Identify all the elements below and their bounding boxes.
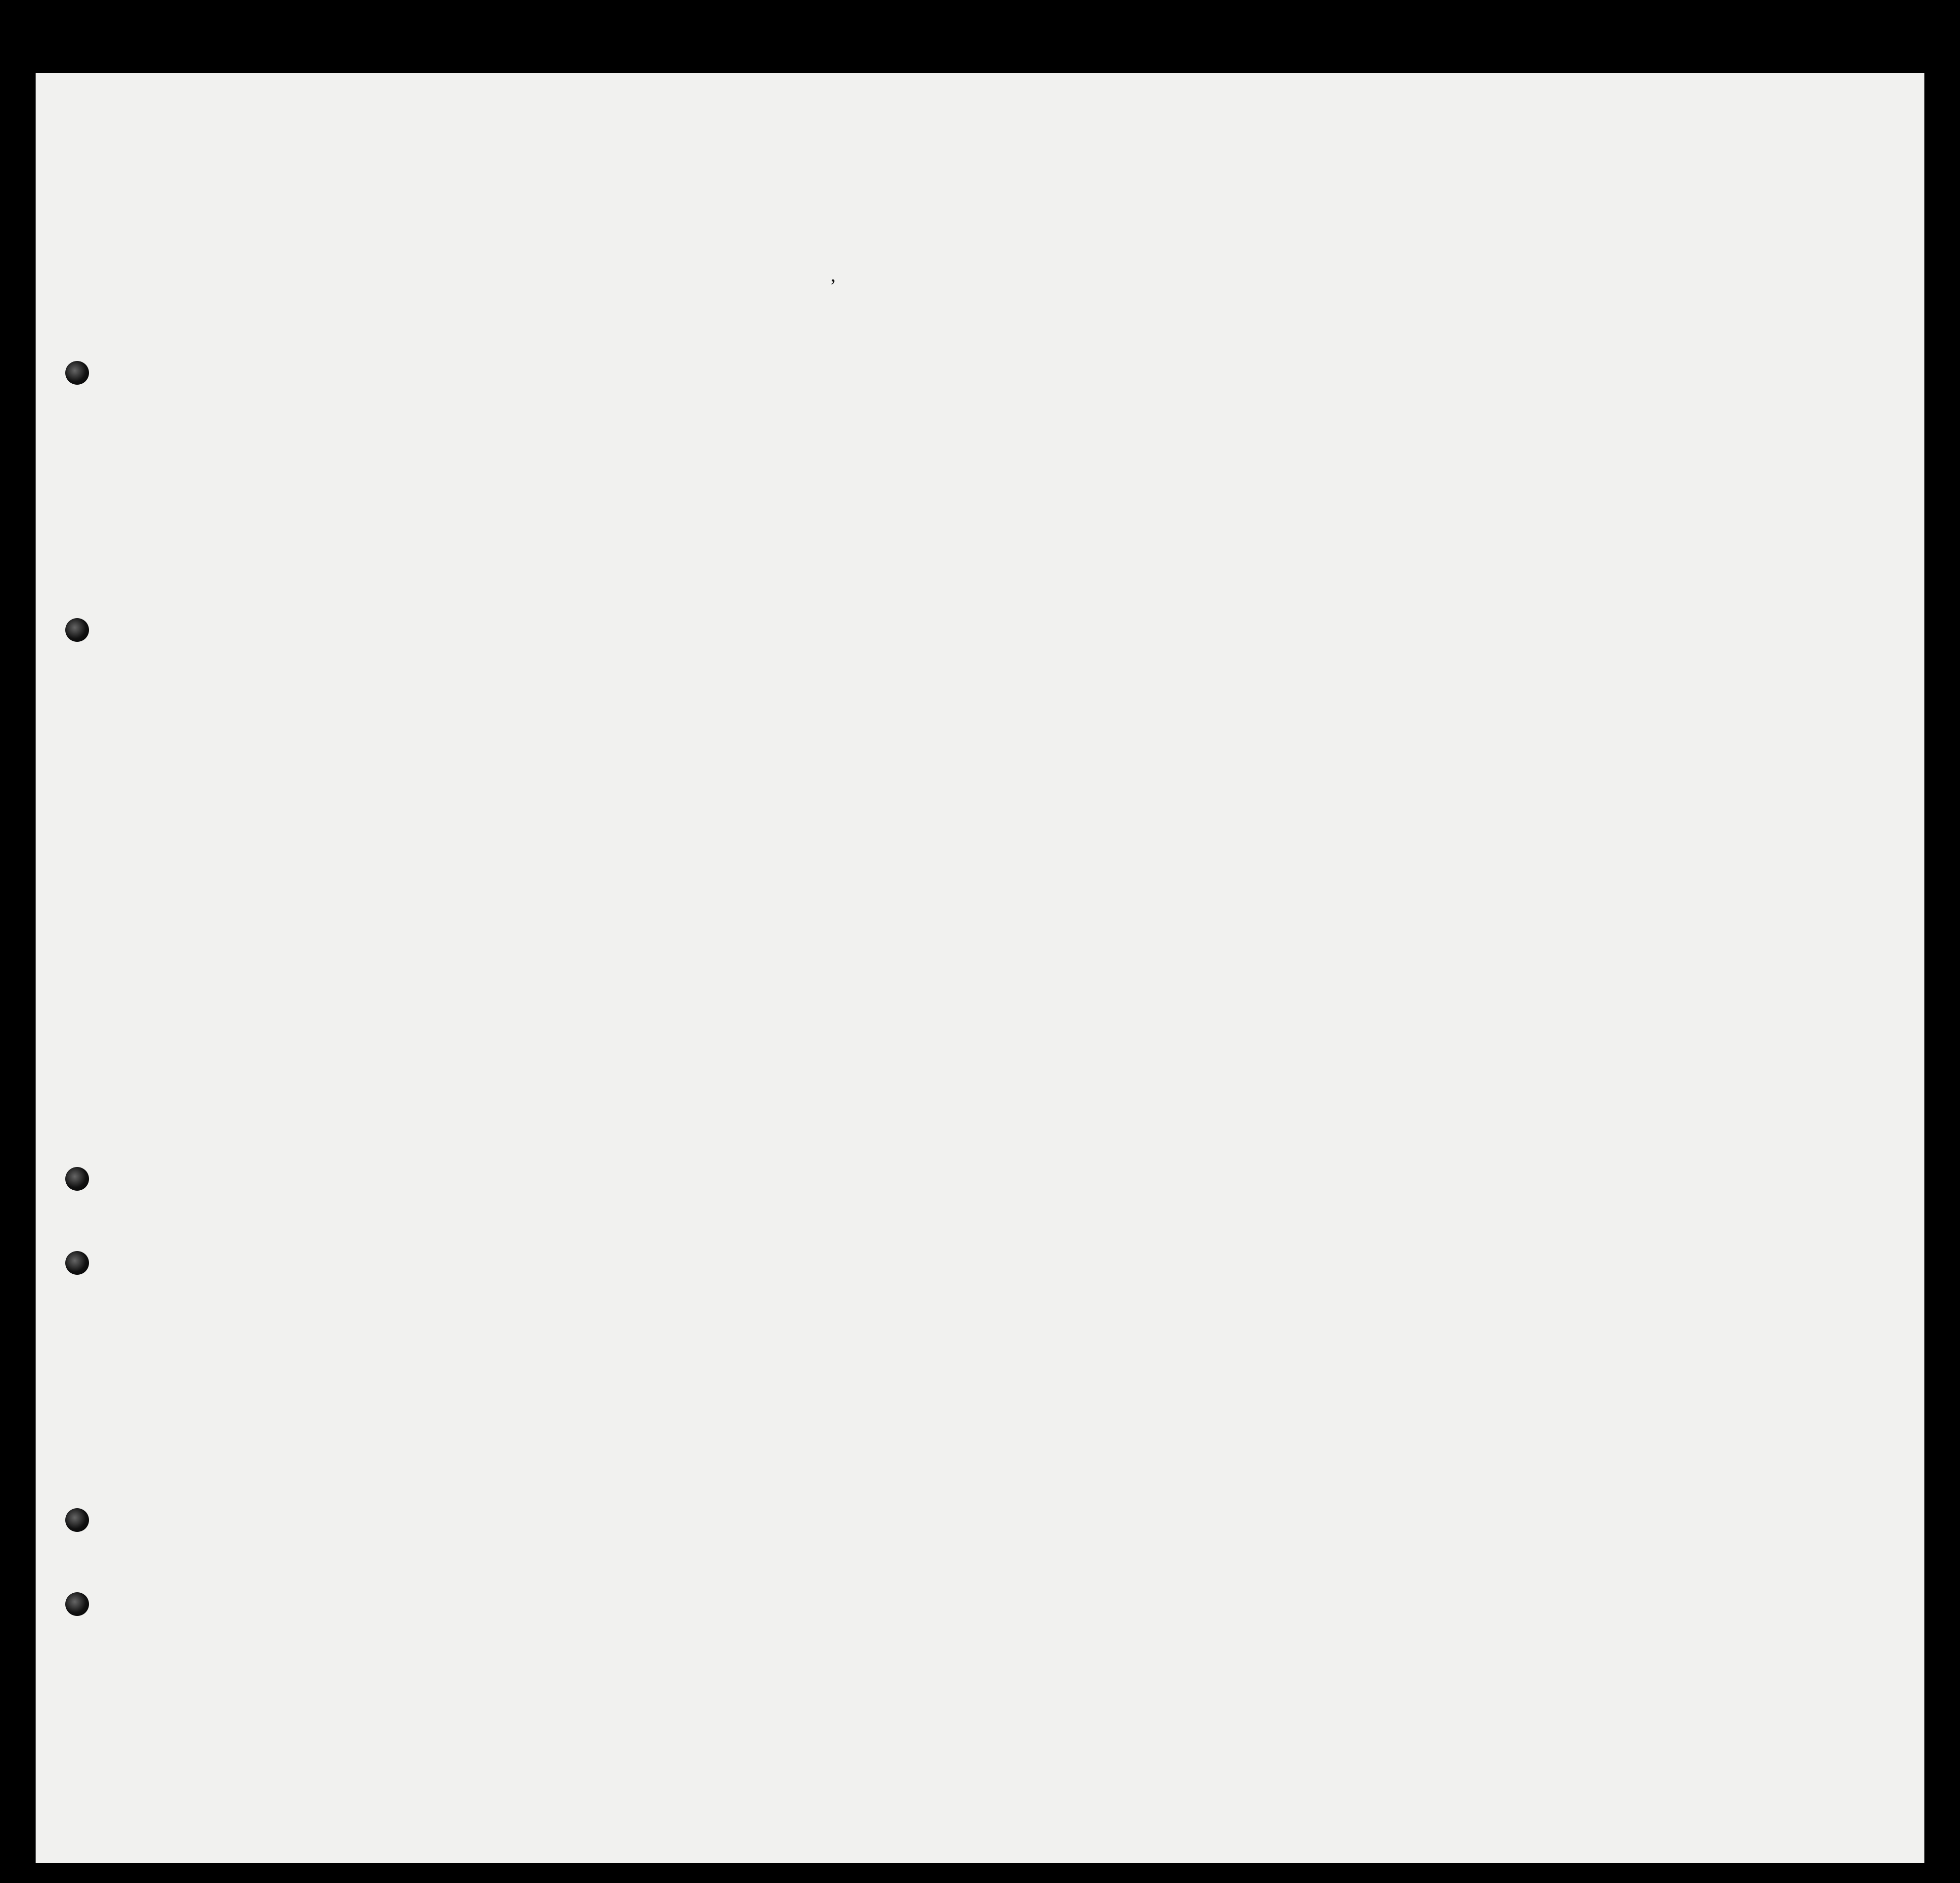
form-grid [36, 73, 1924, 1863]
punch-hole [65, 1508, 89, 1532]
punch-hole [65, 1251, 89, 1275]
comma-sep: , [831, 264, 836, 286]
punch-hole [65, 618, 89, 642]
punch-hole [65, 1592, 89, 1616]
punch-hole [65, 361, 89, 385]
manifest-sheet [36, 73, 1924, 1863]
punch-hole [65, 1167, 89, 1191]
